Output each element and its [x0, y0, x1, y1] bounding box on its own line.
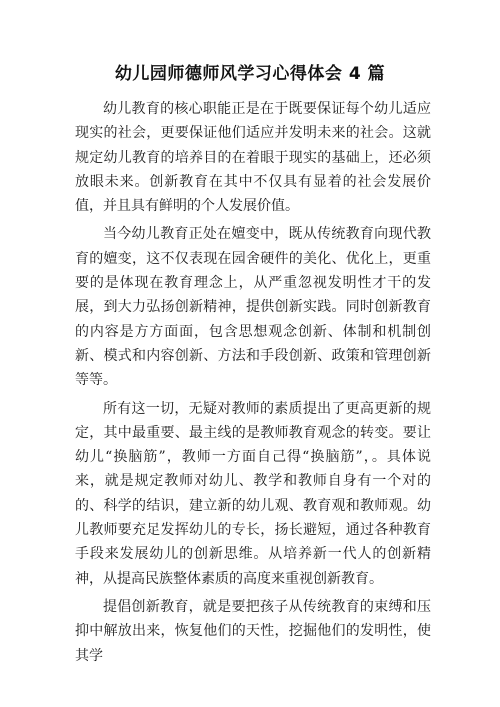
document-body	[75, 97, 431, 672]
paragraph-4: 提倡创新教育，就是要把孩子从传统教育的束缚和压抑中解放出来，恢复他们的天性，挖掘他们的发明性，使其学	[75, 598, 431, 664]
document-title: 幼儿园师德师风学习心得体会 4 篇	[114, 64, 386, 84]
paragraph-2: 当今幼儿教育正处在嬗变中，既从传统教育向现代教育的嬗变，这不仅表现在园舍硬件的美化、优化上，更重要的是体现在教育理念上，从严重忽视发明性才干的发展，到大力弘扬创新精神，提供创新实践。同时创新教育的内容是方方面面，包含思想观念创新、体制和机制创新、模式和内容创新、方法和手段创新、政策和管理创新等等。	[75, 226, 431, 389]
paragraph-1: 幼儿教育的核心职能正是在于既要保证每个幼儿适应现实的社会，更要保证他们适应并发明未来的社会。这就规定幼儿教育的培养目的在着眼于现实的基础上，还必须放眼未来。创新教育在其中不仅具有显着的社会发展价值，并且具有鲜明的个人发展价值。	[75, 101, 431, 215]
paragraph-3: 所有这一切，无疑对教师的素质提出了更高更新的规定，其中最重要、最主线的是教师教育观念的转变。要让幼儿“换脑筋”，教师一方面自己得“换脑筋”，。具体说来，就是规定教师对幼儿、教学和教师自身有一个对的的、科学的结识，建立新的幼儿观、教育观和教师观。幼儿教师要充足发挥幼儿的专长，扬长避短，通过各种教育手段来发展幼儿的创新思维。从培养新一代人的创新精神，从提高民族整体素质的高度来重视创新教育。	[75, 400, 431, 587]
